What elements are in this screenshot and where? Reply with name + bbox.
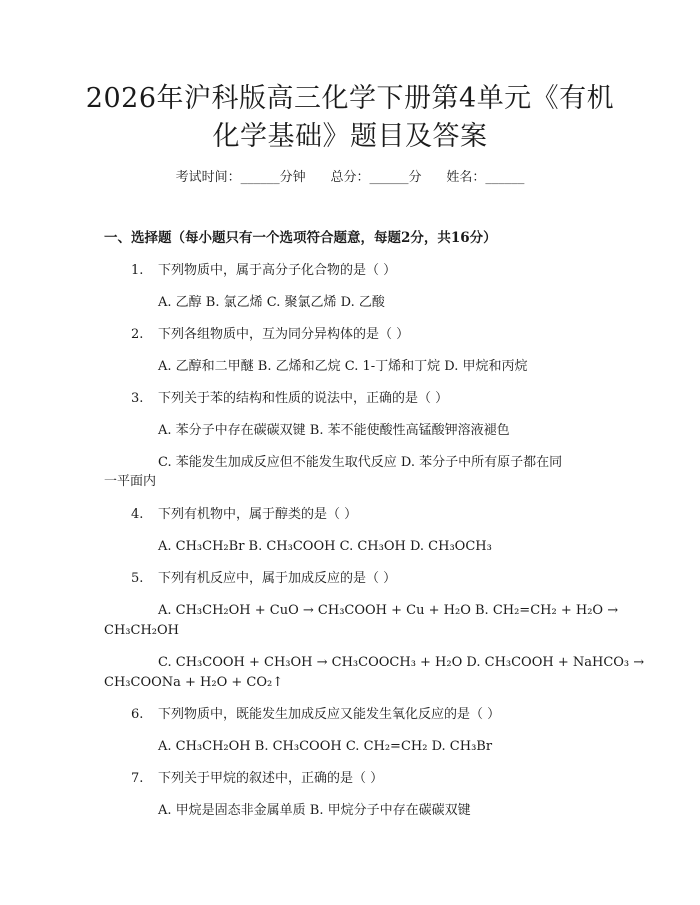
question-2-options: A. 乙醇和二甲醚 B. 乙烯和乙烷 C. 1-丁烯和丁烷 D. 甲烷和丙烷 [158,359,528,374]
name-blank: ______ [485,170,525,185]
question-3-number: 3. [131,391,144,406]
question-5-number: 5. [131,571,144,586]
question-6-number: 6. [131,707,144,722]
time-unit: 分钟 [279,170,306,185]
question-6-options: A. CH₃CH₂OH B. CH₃COOH C. CH₂=CH₂ D. CH₃Br [158,739,493,754]
question-2-number: 2. [131,327,144,342]
question-7-stem: 下列关于甲烷的叙述中，正确的是（ ） [158,771,384,786]
score-unit: 分 [408,170,422,185]
document-title [60,80,640,156]
question-5-options-line-1: A. CH₃CH₂OH + CuO → CH₃COOH + Cu + H₂O B. CH₂=CH₂ + H₂O → [158,603,619,618]
question-3-options-line-1: A. 苯分子中存在碳碳双键 B. 苯不能使酸性高锰酸钾溶液褪色 [158,423,510,438]
title-line-1: 2026年沪科版高三化学下册第4单元《有机 [85,83,615,114]
name-label: 姓名： [446,170,486,185]
question-4-options: A. CH₃CH₂Br B. CH₃COOH C. CH₃OH D. CH₃OCH₃ [158,539,492,554]
exam-info [0,168,700,188]
question-4-number: 4. [131,507,144,522]
question-2-stem: 下列各组物质中，互为同分异构体的是（ ） [158,327,410,342]
score-label: 总分： [330,170,370,185]
question-5-options-line-2: CH₃CH₂OH [104,623,179,638]
question-5-options-line-4: CH₃COONa + H₂O + CO₂↑ [104,675,284,690]
question-3-options-line-2: C. 苯能发生加成反应但不能发生取代反应 D. 苯分子中所有原子都在同 [158,455,563,470]
time-blank: ______ [240,170,280,185]
question-7-number: 7. [131,771,144,786]
question-4-stem: 下列有机物中，属于醇类的是（ ） [158,507,358,522]
question-5-stem: 下列有机反应中，属于加成反应的是（ ） [158,571,397,586]
question-1-options: A. 乙醇 B. 氯乙烯 C. 聚氯乙烯 D. 乙酸 [158,295,385,310]
question-3-stem: 下列关于苯的结构和性质的说法中，正确的是（ ） [158,391,449,406]
question-6-stem: 下列物质中，既能发生加成反应又能发生氧化反应的是（ ） [158,707,501,722]
question-3-options-line-3: 一平面内 [104,474,157,489]
question-1-number: 1. [131,263,144,278]
title-line-2: 化学基础》题目及答案 [212,121,488,152]
time-label: 考试时间： [175,170,241,185]
score-blank: ______ [369,170,409,185]
question-7-options: A. 甲烷是固态非金属单质 B. 甲烷分子中存在碳碳双键 [158,803,471,818]
question-1-stem: 下列物质中，属于高分子化合物的是（ ） [158,263,397,278]
section-heading: 一、选择题（每小题只有一个选项符合题意，每题2分，共16分） [104,230,497,246]
question-5-options-line-3: C. CH₃COOH + CH₃OH → CH₃COOCH₃ + H₂O D. CH₃COOH + NaHCO₃ → [158,655,645,670]
